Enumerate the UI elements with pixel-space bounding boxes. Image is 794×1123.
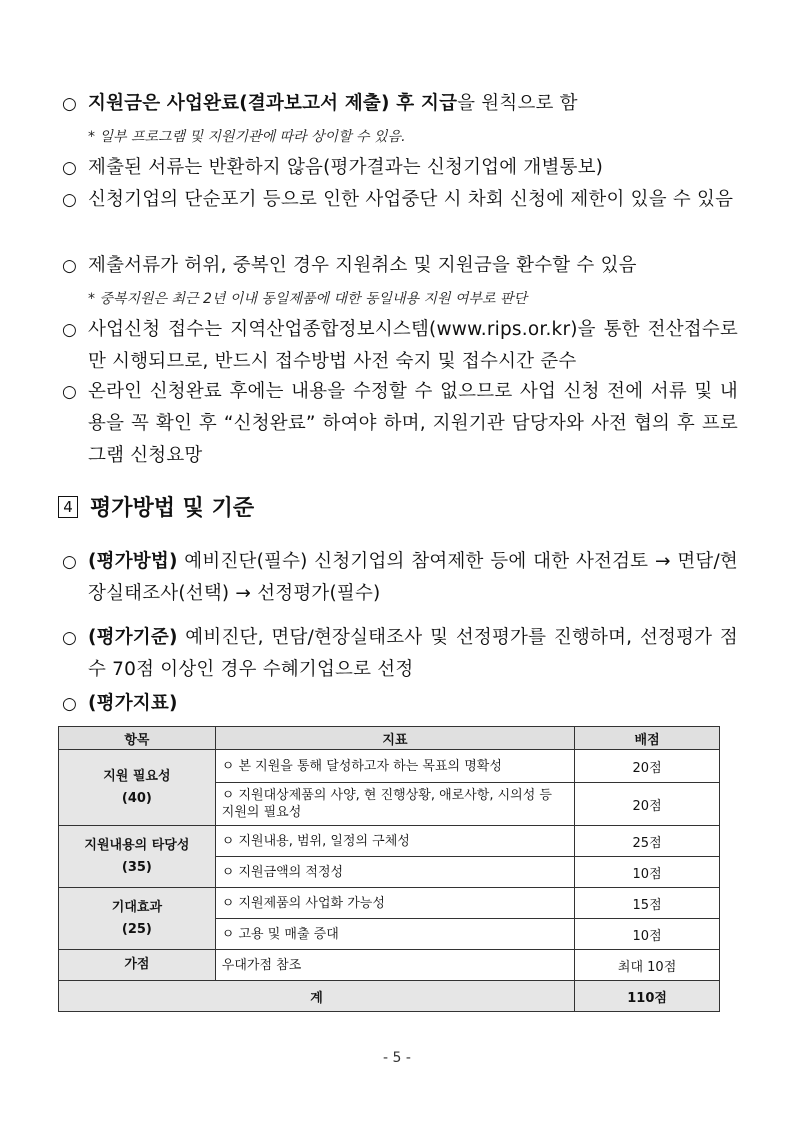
total-score: 110점 xyxy=(575,981,720,1012)
section-number: 4 xyxy=(58,496,78,518)
item-text: 을 원칙으로 함 xyxy=(457,93,578,114)
header-indicator: 지표 xyxy=(215,727,574,750)
bullet-icon: ○ xyxy=(62,158,77,178)
table-row xyxy=(59,750,720,783)
list-item xyxy=(62,152,738,184)
item-text: 예비진단(필수) 신청기업의 참여제한 등에 대한 사전검토 → 면담/현장실태조사(선택) → 선정평가(필수) xyxy=(88,551,738,604)
bullet-icon: ㅇ xyxy=(221,895,239,911)
indicator-cell xyxy=(215,750,574,783)
bonus-score: 최대 10점 xyxy=(575,950,720,981)
table-row xyxy=(59,826,720,857)
indicator-cell xyxy=(215,857,574,888)
category-label: 지원내용의 타당성 xyxy=(84,837,190,853)
indicator-text: 본 지원을 통해 달성하고자 하는 목표의 명확성 xyxy=(238,758,502,774)
category-cell xyxy=(59,826,216,888)
indicator-cell xyxy=(215,826,574,857)
bullet-icon: ○ xyxy=(62,382,77,402)
indicator-cell xyxy=(215,783,574,826)
bold-text: 지원금은 사업완료(결과보고서 제출) 후 지급 xyxy=(88,93,458,114)
bullet-icon: ○ xyxy=(62,256,77,276)
indicator-cell xyxy=(215,888,574,919)
evaluation-table xyxy=(58,726,720,1012)
score-cell: 10점 xyxy=(575,857,720,888)
note: * 일부 프로그램 및 지원기관에 따라 상이할 수 있음. xyxy=(88,129,406,145)
bullet-icon: ○ xyxy=(62,552,77,572)
score-cell: 10점 xyxy=(575,919,720,950)
bonus-indicator: 우대가점 참조 xyxy=(215,950,574,981)
page-number: - 5 - xyxy=(383,1050,411,1066)
category-points: (40) xyxy=(121,790,152,806)
bullet-icon: ○ xyxy=(62,94,77,114)
note: * 중복지원은 최근 2년 이내 동일제품에 대한 동일내용 지원 여부로 판단 xyxy=(88,291,528,307)
bonus-label: 가점 xyxy=(59,950,216,981)
indicator-text: 고용 및 매출 증대 xyxy=(238,926,339,942)
score-cell: 25점 xyxy=(575,826,720,857)
indicator-text: 지원대상제품의 사양, 현 진행상황, 애로사항, 시의성 등 지원의 필요성 xyxy=(221,788,552,820)
header-score: 배점 xyxy=(575,727,720,750)
list-item xyxy=(62,546,738,610)
indicator-text: 지원제품의 사업화 가능성 xyxy=(238,895,385,911)
bullet-icon: ○ xyxy=(62,628,77,648)
table-header-row xyxy=(59,727,720,750)
table-row xyxy=(59,888,720,919)
bullet-icon: ㅇ xyxy=(221,833,239,849)
list-item xyxy=(62,376,738,472)
list-item xyxy=(62,314,738,378)
bullet-icon: ○ xyxy=(62,694,77,714)
category-label: 기대효과 xyxy=(111,899,162,915)
item-text: 사업신청 접수는 지역산업종합정보시스템(www.rips.or.kr)을 통한 전산접수로만 시행되므로, 반드시 접수방법 사전 숙지 및 접수시간 준수 xyxy=(88,319,738,372)
bold-text: (평가방법) xyxy=(88,551,178,572)
table-row-bonus xyxy=(59,950,720,981)
list-item xyxy=(62,250,738,282)
score-cell: 15점 xyxy=(575,888,720,919)
bold-text: (평가기준) xyxy=(88,627,178,648)
score-cell: 20점 xyxy=(575,750,720,783)
bullet-icon: ㅇ xyxy=(221,788,239,803)
item-text: 예비진단, 면담/현장실태조사 및 선정평가를 진행하며, 선정평가 점수 70점 이상인 경우 수혜기업으로 선정 xyxy=(88,627,738,680)
list-item xyxy=(62,622,738,686)
list-item xyxy=(62,88,738,120)
item-text: 제출된 서류는 반환하지 않음(평가결과는 신청기업에 개별통보) xyxy=(88,157,604,178)
table-row-total xyxy=(59,981,720,1012)
item-text: 온라인 신청완료 후에는 내용을 수정할 수 없으므로 사업 신청 전에 서류 및 내용을 꼭 확인 후 “신청완료” 하여야 하며, 지원기관 담당자와 사전 협의 후 프로그램 신청요망 xyxy=(88,381,738,466)
indicator-text: 지원금액의 적정성 xyxy=(238,864,344,880)
score-cell: 20점 xyxy=(575,783,720,826)
item-text: 제출서류가 허위, 중복인 경우 지원취소 및 지원금을 환수할 수 있음 xyxy=(88,255,637,276)
section-title: 평가방법 및 기준 xyxy=(90,496,255,521)
indicator-text: 지원내용, 범위, 일정의 구체성 xyxy=(238,833,410,849)
bullet-icon: ㅇ xyxy=(221,864,239,880)
list-item xyxy=(62,184,738,248)
item-text: 신청기업의 단순포기 등으로 인한 사업중단 시 차회 신청에 제한이 있을 수 있음 xyxy=(88,189,734,210)
bullet-icon: ○ xyxy=(62,190,77,210)
header-category: 항목 xyxy=(59,727,216,750)
section-heading xyxy=(58,493,254,525)
bullet-icon: ㅇ xyxy=(221,758,239,774)
indicator-cell xyxy=(215,919,574,950)
total-label: 계 xyxy=(59,981,575,1012)
category-points: (35) xyxy=(121,859,152,875)
bold-text: (평가지표) xyxy=(88,693,178,714)
bullet-icon: ○ xyxy=(62,320,77,340)
category-label: 지원 필요성 xyxy=(103,768,171,784)
category-points: (25) xyxy=(121,921,152,937)
category-cell xyxy=(59,888,216,950)
bullet-icon: ㅇ xyxy=(221,926,239,942)
category-cell xyxy=(59,750,216,826)
list-item xyxy=(62,688,738,720)
